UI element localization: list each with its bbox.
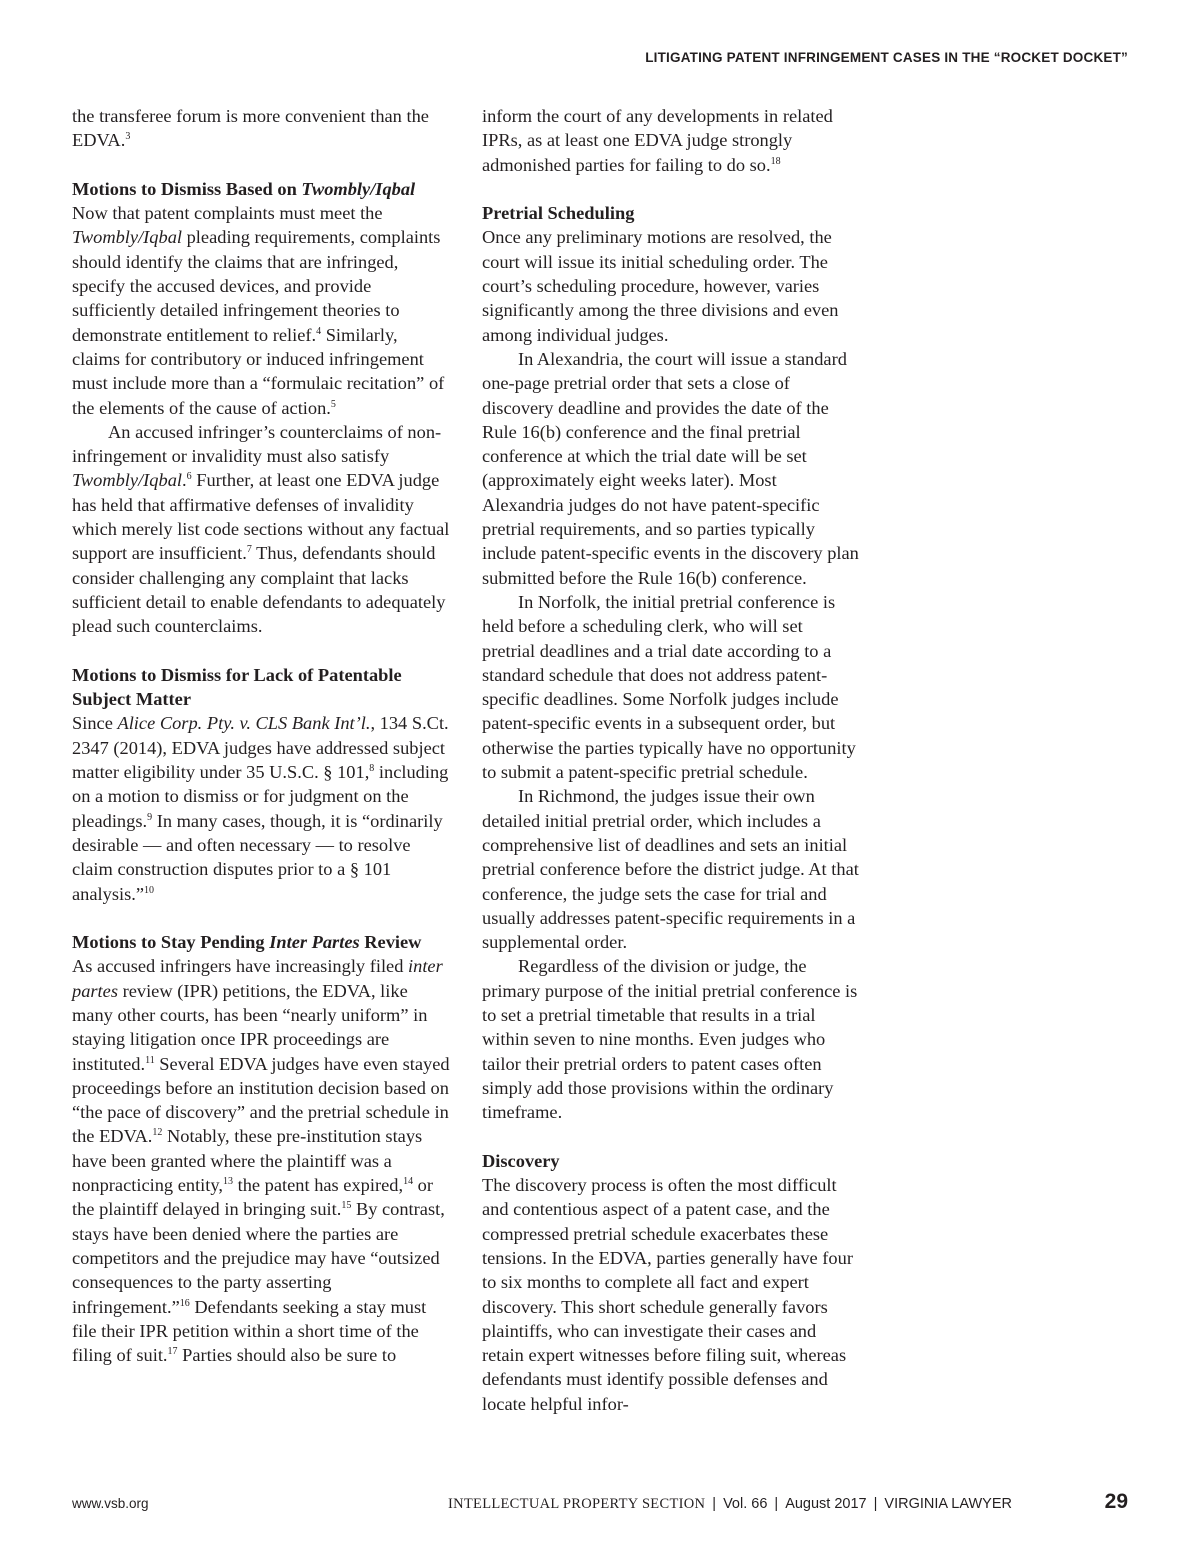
footnote-ref: 6 [186,471,192,483]
paragraph-twombly-2: An accused infringer’s counterclaims of non-infringement or invalidity must also satisfy Twombly/Iqbal.$^6$ Further, at least one EDVA judge has held that affirmative defenses of invalidity which merely list code sections without any factual support are insufficient.$^7$ Thus, defendants should consider challenging any complaint that lacks sufficient detail to enable defendants to adequately plead such counterclaims. [72,421,450,637]
paragraph-norfolk: In Norfolk, the initial pretrial conference is held before a scheduling clerk, who will set pretrial deadlines and a trial date according to a standard schedule that does not address patent-specific deadlines. Some Norfolk judges include patent-specific events in a subsequent order, but otherwise the parties typically have no opportunity to submit a patent-specific pretrial schedule. [482,591,856,783]
section-name: INTELLECTUAL PROPERTY SECTION [448,1496,706,1512]
paragraph-regardless: Regardless of the division or judge, the primary purpose of the initial pretrial conference is to set a pretrial timetable that results in a trial within seven to nine months. Even judges who tailor their pretrial orders to patent cases often simply add those provisions within the ordinary timeframe. [482,956,858,1123]
publication-name: VIRGINIA LAWYER [884,1496,1012,1512]
footnote-ref: 12 [152,1127,163,1139]
footnote-ref: 7 [246,544,252,556]
footnote-ref: 9 [147,811,153,823]
issue-date: August 2017 [785,1496,867,1512]
paragraph-richmond: In Richmond, the judges issue their own detailed initial pretrial order, which includes a comprehensive list of deadlines and sets an initial pretrial conference before the district judge. At that conference, the judge sets the case for trial and usually addresses patent-specific requirements in a supplemental order. [482,786,859,953]
paragraph-scheduling-intro: Once any preliminary motions are resolved, the court will issue its initial scheduling order. The court’s scheduling procedure, however, varies significantly among the three divisions and even among individual judges. [482,227,839,345]
footnote-ref: 5 [330,398,336,410]
right-column [482,104,860,1416]
separator: | [712,1496,717,1512]
footnote-ref: 10 [144,884,155,896]
heading-stay-pending-review: Motions to Stay Pending Inter Partes Review [72,932,422,953]
page-number: 29 [1104,1490,1128,1513]
left-column [72,104,450,1367]
paragraph-twombly-1: Now that patent complaints must meet the Twombly/Iqbal pleading requirements, complaints should identify the claims that are infringed, specify the accused devices, and provide sufficiently detailed infringement theories to demonstrate entitlement to relief.$^4$ Similarly, claims for contributory or induced infringement must include more than a “formulaic recitation” of the elements of the cause of action.$^5$ [72,203,445,418]
footnote-ref: 18 [770,155,781,167]
paragraph-stay: As accused infringers have increasingly filed inter partes review (IPR) petitions, the EDVA, like many other courts, has been “nearly uniform” in staying litigation once IPR proceedings are instituted.$^{11}$ Several EDVA judges have even stayed proceedings before an institution decision based on “the pace of discovery” and the pretrial schedule in the EDVA.$^{12}$ Notably, these pre-institution stays have been granted where the plaintiff was a nonpracticing entity,$^{13}$ the patent has expired,$^{14}$ or the plaintiff delayed in bringing suit.$^{15}$ By contrast, stays have been denied where the parties are competitors and the prejudice may have “outsized consequences to the party asserting infringement.”$^{16}$ Defendants seeking a stay must file their IPR petition within a short time of the filing of suit.$^{17}$ Parties should also be sure to [72,956,450,1366]
website-link[interactable]: www.vsb.org [72,1496,149,1511]
footnote-ref: 15 [341,1200,352,1212]
running-header: LITIGATING PATENT INFRINGEMENT CASES IN THE “ROCKET DOCKET” [645,50,1128,65]
footnote-ref: 16 [179,1297,190,1309]
heading-twombly-iqbal: Motions to Dismiss Based on Twombly/Iqbal [72,178,416,199]
volume: Vol. 66 [723,1496,768,1512]
footnote-ref: 14 [403,1176,414,1188]
page-footer [0,1490,1200,1530]
paragraph-transferee: the transferee forum is more convenient than the EDVA.$^3$ [72,106,429,151]
separator: | [774,1496,779,1512]
paragraph-ipr-developments: inform the court of any developments in related IPRs, as at least one EDVA judge strongly admonished parties for failing to do so.$^{18}$ [482,106,833,175]
publication-info [448,1496,1012,1513]
footnote-ref: 8 [369,763,375,775]
heading-patentable-subject-matter: Motions to Dismiss for Lack of Patentable Subject Matter [72,664,402,710]
heading-discovery: Discovery [482,1150,560,1171]
paragraph-discovery: The discovery process is often the most difficult and contentious aspect of a patent case, and the compressed pretrial schedule exacerbates these tensions. In the EDVA, parties generally have four to six months to complete all fact and expert discovery. This short schedule generally favors plaintiffs, who can investigate their cases and retain expert witnesses before filing suit, whereas defendants must identify possible defenses and locate helpful infor- [482,1175,853,1414]
paragraph-alexandria: In Alexandria, the court will issue a standard one-page pretrial order that sets a close of discovery deadline and provides the date of the Rule 16(b) conference and the final pretrial conference at which the trial date will be set (approximately eight weeks later). Most Alexandria judges do not have patent-specific pretrial requirements, and so parties typically include patent-specific events in the discovery plan submitted before the Rule 16(b) conference. [482,348,859,588]
footnote-ref: 11 [145,1054,155,1066]
paragraph-patentable: Since Alice Corp. Pty. v. CLS Bank Int’l., 134 S.Ct. 2347 (2014), EDVA judges have addressed subject matter eligibility under 35 U.S.C. § 101,$^8$ including on a motion to dismiss or for judgment on the pleadings.$^9$ In many cases, though, it is “ordinarily desirable — and often necessary — to resolve claim construction disputes prior to a § 101 analysis.”$^{10}$ [72,713,449,904]
footnote-ref: 17 [167,1346,178,1358]
footnote-ref: 4 [316,325,322,337]
footnote-ref: 13 [223,1176,233,1188]
heading-pretrial-scheduling: Pretrial Scheduling [482,203,635,224]
footnote-ref: 3 [125,131,131,143]
separator: | [873,1496,878,1512]
